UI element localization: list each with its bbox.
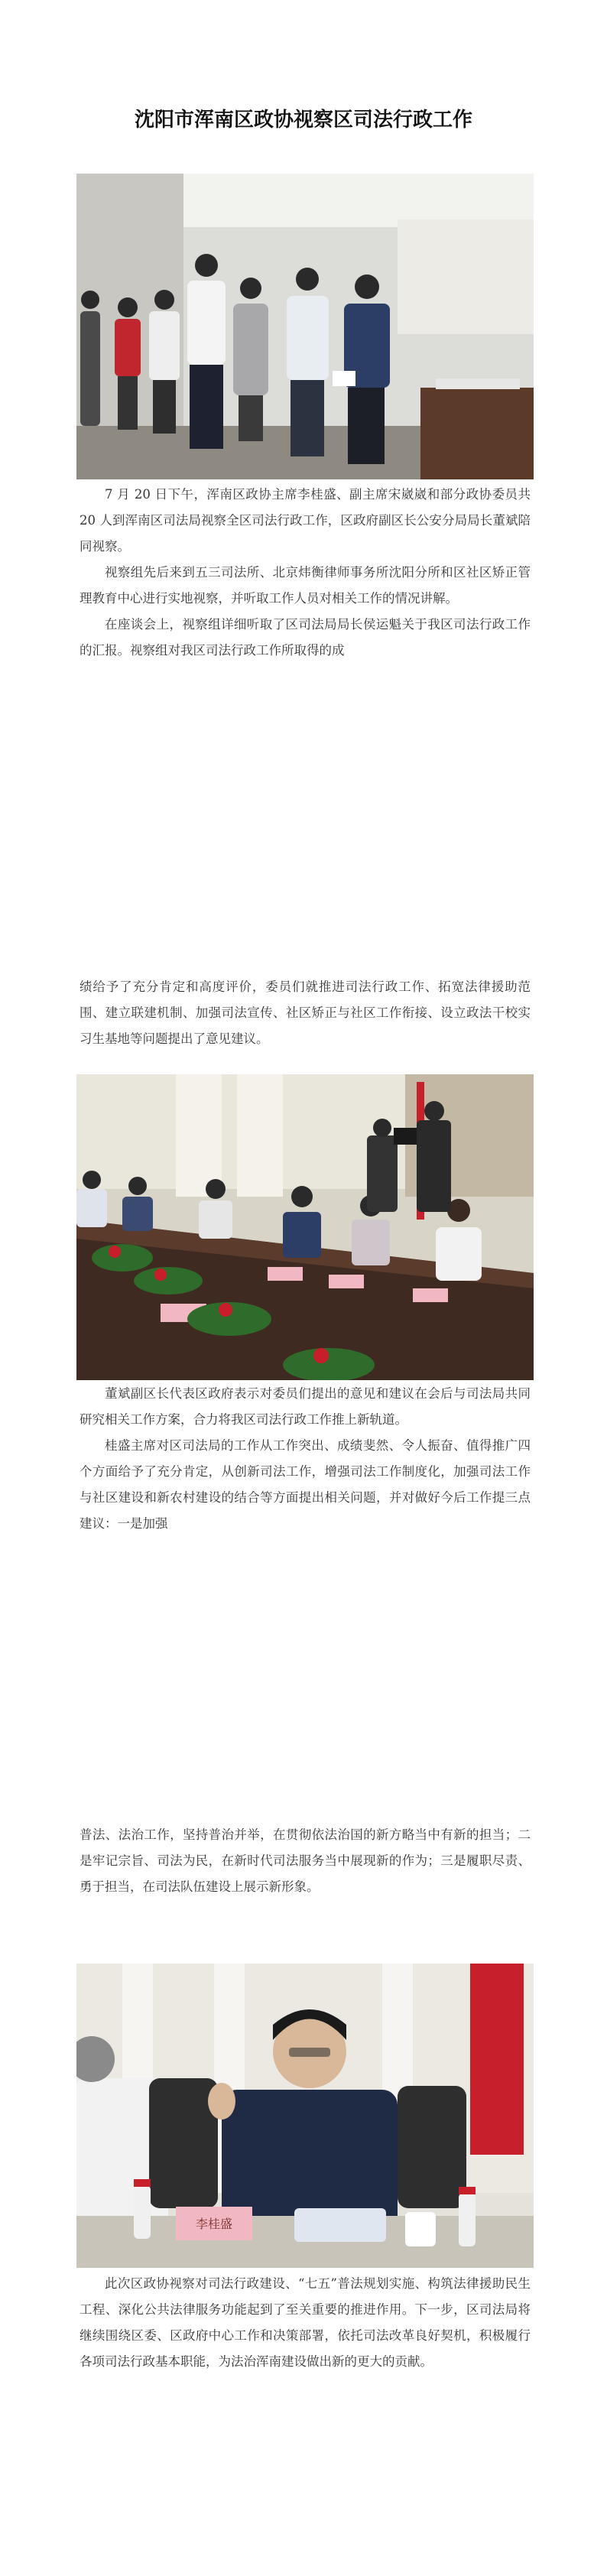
paragraph: 视察组先后来到五三司法所、北京炜衡律师事务所沈阳分所和区社区矫正管理教育中心进行实地视察，并听取工作人员对相关工作的情况讲解。 (80, 565, 531, 606)
photo-meeting-room (76, 1074, 534, 1380)
paragraph: 普法、法治工作，坚持普治并举，在贯彻依法治国的新方略当中有新的担当；二是牢记宗旨、司法为民，在新时代司法服务当中展现新的作为；三是履职尽责、勇于担当，在司法队伍建设上展示新形象。 (80, 1827, 531, 1894)
photo-speaker (76, 1964, 534, 2268)
paragraph: 在座谈会上，视察组详细听取了区司法局局长侯运魁关于我区司法行政工作的汇报。视察组对我区司法行政工作所取得的成 (80, 617, 531, 658)
article-title: 沈阳市浑南区政协视察区司法行政工作 (134, 109, 472, 132)
photo-visit-office (76, 174, 534, 479)
article-section-1 (80, 482, 531, 664)
nameplate-text: 李桂盛 (195, 2217, 233, 2231)
paragraph: 桂盛主席对区司法局的工作从工作突出、成绩斐然、令人振奋、值得推广四个方面给予了充分肯定，从创新司法工作，增强司法工作制度化，加强司法工作与社区建设和新农村建设的结合等方面提出相关问题，并对做好今后工作提三点建议：一是加强 (80, 1438, 531, 1531)
paragraph: 此次区政协视察对司法行政建设、“七五”普法规划实施、构筑法律援助民生工程、深化公共法律服务功能起到了至关重要的推进作用。下一步，区司法局将继续围绕区委、区政府中心工作和决策部署，依托司法改革良好契机，积极履行各项司法行政基本职能，为法治浑南建设做出新的更大的贡献。 (80, 2276, 531, 2369)
article-section-5 (80, 2271, 531, 2375)
article-section-4 (80, 1822, 531, 1900)
paragraph: 董斌副区长代表区政府表示对委员们提出的意见和建议在会后与司法局共同研究相关工作方案，合力将我区司法行政工作推上新轨道。 (80, 1386, 531, 1427)
paragraph: 7 月 20 日下午，浑南区政协主席李桂盛、副主席宋崴崴和部分政协委员共 20 人到浑南区司法局视察全区司法行政工作，区政府副区长公安分局局长董斌陪同视察。 (80, 487, 531, 554)
article-section-2 (80, 974, 531, 1052)
paragraph: 绩给予了充分肯定和高度评价，委员们就推进司法行政工作、拓宽法律援助范围、建立联建机制、加强司法宣传、社区矫正与社区工作衔接、设立政法干校实习生基地等问题提出了意见建议。 (80, 979, 531, 1046)
article-section-3 (80, 1381, 531, 1537)
